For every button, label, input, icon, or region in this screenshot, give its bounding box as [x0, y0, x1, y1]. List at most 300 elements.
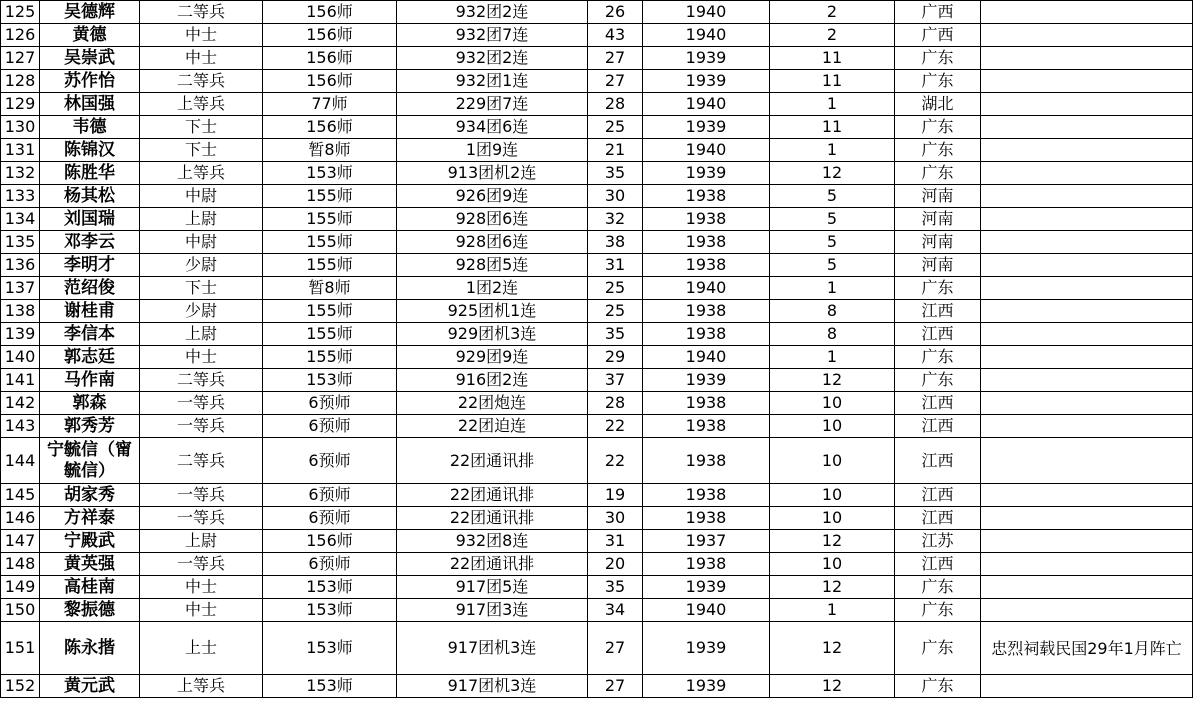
cell-age: 27	[588, 622, 643, 675]
cell-index: 128	[1, 70, 40, 93]
cell-province: 江西	[895, 553, 981, 576]
cell-name: 吴德辉	[40, 1, 140, 24]
cell-province: 广东	[895, 277, 981, 300]
cell-province: 广东	[895, 70, 981, 93]
cell-index: 141	[1, 369, 40, 392]
cell-unit: 917团3连	[397, 599, 588, 622]
cell-number: 12	[770, 675, 895, 698]
cell-index: 135	[1, 231, 40, 254]
cell-province: 河南	[895, 254, 981, 277]
cell-unit: 932团7连	[397, 24, 588, 47]
cell-index: 126	[1, 24, 40, 47]
cell-unit: 229团7连	[397, 93, 588, 116]
cell-division: 153师	[263, 369, 397, 392]
cell-year: 1939	[643, 622, 770, 675]
cell-note	[981, 277, 1193, 300]
cell-age: 38	[588, 231, 643, 254]
cell-unit: 22团通讯排	[397, 507, 588, 530]
cell-name: 高桂南	[40, 576, 140, 599]
cell-unit: 1团9连	[397, 139, 588, 162]
cell-note	[981, 116, 1193, 139]
cell-age: 22	[588, 415, 643, 438]
table-row	[1, 254, 1193, 277]
table-row	[1, 300, 1193, 323]
cell-note	[981, 139, 1193, 162]
cell-name: 李明才	[40, 254, 140, 277]
cell-rank: 中士	[140, 576, 263, 599]
cell-age: 28	[588, 392, 643, 415]
cell-name: 陈锦汉	[40, 139, 140, 162]
cell-rank: 一等兵	[140, 553, 263, 576]
table-row	[1, 346, 1193, 369]
table-row	[1, 369, 1193, 392]
cell-rank: 中尉	[140, 185, 263, 208]
cell-unit: 22团迫连	[397, 415, 588, 438]
cell-age: 27	[588, 675, 643, 698]
cell-number: 11	[770, 116, 895, 139]
cell-index: 152	[1, 675, 40, 698]
cell-province: 广东	[895, 139, 981, 162]
cell-division: 6预师	[263, 507, 397, 530]
cell-number: 10	[770, 507, 895, 530]
cell-number: 1	[770, 139, 895, 162]
cell-year: 1940	[643, 139, 770, 162]
table-row	[1, 116, 1193, 139]
cell-province: 广东	[895, 47, 981, 70]
cell-year: 1938	[643, 208, 770, 231]
cell-number: 10	[770, 415, 895, 438]
cell-index: 151	[1, 622, 40, 675]
cell-unit: 926团9连	[397, 185, 588, 208]
cell-rank: 上尉	[140, 323, 263, 346]
cell-division: 155师	[263, 254, 397, 277]
cell-name: 黄德	[40, 24, 140, 47]
cell-age: 21	[588, 139, 643, 162]
cell-age: 31	[588, 530, 643, 553]
cell-unit: 929团9连	[397, 346, 588, 369]
cell-number: 5	[770, 231, 895, 254]
cell-note	[981, 675, 1193, 698]
cell-note	[981, 484, 1193, 507]
cell-name: 韦德	[40, 116, 140, 139]
table-row	[1, 392, 1193, 415]
cell-index: 134	[1, 208, 40, 231]
cell-province: 江西	[895, 323, 981, 346]
cell-age: 25	[588, 277, 643, 300]
cell-year: 1940	[643, 93, 770, 116]
cell-unit: 917团5连	[397, 576, 588, 599]
cell-number: 5	[770, 254, 895, 277]
table-row	[1, 24, 1193, 47]
cell-age: 34	[588, 599, 643, 622]
cell-name: 郭志廷	[40, 346, 140, 369]
cell-rank: 中士	[140, 346, 263, 369]
cell-rank: 二等兵	[140, 438, 263, 484]
cell-division: 156师	[263, 1, 397, 24]
cell-division: 暂8师	[263, 277, 397, 300]
cell-note	[981, 208, 1193, 231]
cell-division: 156师	[263, 24, 397, 47]
cell-unit: 932团1连	[397, 70, 588, 93]
cell-name: 黄元武	[40, 675, 140, 698]
cell-year: 1939	[643, 116, 770, 139]
cell-index: 150	[1, 599, 40, 622]
cell-rank: 下士	[140, 139, 263, 162]
table-row	[1, 675, 1193, 698]
cell-division: 155师	[263, 208, 397, 231]
cell-rank: 一等兵	[140, 507, 263, 530]
table-row	[1, 599, 1193, 622]
cell-note	[981, 231, 1193, 254]
cell-province: 广东	[895, 576, 981, 599]
cell-division: 6预师	[263, 392, 397, 415]
cell-province: 广东	[895, 369, 981, 392]
cell-index: 142	[1, 392, 40, 415]
cell-name: 邓李云	[40, 231, 140, 254]
cell-unit: 916团2连	[397, 369, 588, 392]
cell-rank: 少尉	[140, 254, 263, 277]
table-row	[1, 185, 1193, 208]
cell-rank: 上尉	[140, 530, 263, 553]
cell-age: 27	[588, 47, 643, 70]
cell-year: 1937	[643, 530, 770, 553]
cell-year: 1940	[643, 277, 770, 300]
cell-division: 153师	[263, 576, 397, 599]
cell-number: 5	[770, 185, 895, 208]
cell-note: 忠烈祠载民国29年1月阵亡	[981, 622, 1193, 675]
cell-index: 125	[1, 1, 40, 24]
table-row	[1, 576, 1193, 599]
cell-unit: 925团机1连	[397, 300, 588, 323]
cell-age: 35	[588, 323, 643, 346]
cell-age: 31	[588, 254, 643, 277]
table-body	[1, 1, 1193, 698]
table-row	[1, 1, 1193, 24]
cell-number: 1	[770, 599, 895, 622]
cell-note	[981, 369, 1193, 392]
cell-number: 11	[770, 47, 895, 70]
cell-division: 153师	[263, 599, 397, 622]
cell-note	[981, 185, 1193, 208]
cell-year: 1940	[643, 346, 770, 369]
cell-name: 刘国瑞	[40, 208, 140, 231]
cell-note	[981, 530, 1193, 553]
cell-year: 1938	[643, 231, 770, 254]
cell-note	[981, 438, 1193, 484]
cell-number: 10	[770, 392, 895, 415]
cell-age: 28	[588, 93, 643, 116]
cell-year: 1939	[643, 162, 770, 185]
cell-year: 1938	[643, 185, 770, 208]
cell-division: 6预师	[263, 415, 397, 438]
cell-name: 吴崇武	[40, 47, 140, 70]
cell-rank: 二等兵	[140, 70, 263, 93]
cell-year: 1939	[643, 70, 770, 93]
cell-province: 广东	[895, 346, 981, 369]
cell-name: 郭秀芳	[40, 415, 140, 438]
cell-number: 1	[770, 346, 895, 369]
cell-unit: 928团5连	[397, 254, 588, 277]
cell-division: 155师	[263, 231, 397, 254]
cell-name: 陈胜华	[40, 162, 140, 185]
cell-division: 6预师	[263, 553, 397, 576]
cell-index: 138	[1, 300, 40, 323]
cell-name: 范绍俊	[40, 277, 140, 300]
cell-province: 河南	[895, 231, 981, 254]
cell-division: 156师	[263, 116, 397, 139]
cell-province: 江西	[895, 484, 981, 507]
cell-year: 1938	[643, 484, 770, 507]
cell-age: 26	[588, 1, 643, 24]
cell-province: 江苏	[895, 530, 981, 553]
cell-unit: 22团通讯排	[397, 438, 588, 484]
cell-province: 江西	[895, 415, 981, 438]
table-row	[1, 162, 1193, 185]
cell-age: 25	[588, 300, 643, 323]
table-row	[1, 277, 1193, 300]
cell-division: 暂8师	[263, 139, 397, 162]
cell-note	[981, 323, 1193, 346]
cell-province: 江西	[895, 300, 981, 323]
cell-name: 杨其松	[40, 185, 140, 208]
cell-name: 黄英强	[40, 553, 140, 576]
cell-index: 137	[1, 277, 40, 300]
cell-number: 8	[770, 323, 895, 346]
cell-index: 136	[1, 254, 40, 277]
cell-year: 1938	[643, 323, 770, 346]
table-row	[1, 484, 1193, 507]
cell-rank: 二等兵	[140, 1, 263, 24]
cell-note	[981, 599, 1193, 622]
cell-age: 32	[588, 208, 643, 231]
cell-note	[981, 415, 1193, 438]
cell-rank: 上士	[140, 622, 263, 675]
cell-rank: 一等兵	[140, 484, 263, 507]
cell-division: 77师	[263, 93, 397, 116]
cell-name: 宁殿武	[40, 530, 140, 553]
cell-number: 10	[770, 438, 895, 484]
cell-note	[981, 70, 1193, 93]
cell-index: 147	[1, 530, 40, 553]
cell-age: 30	[588, 507, 643, 530]
cell-index: 127	[1, 47, 40, 70]
cell-rank: 中士	[140, 24, 263, 47]
cell-province: 广东	[895, 675, 981, 698]
cell-unit: 1团2连	[397, 277, 588, 300]
cell-note	[981, 47, 1193, 70]
cell-name: 郭森	[40, 392, 140, 415]
cell-name: 苏作怡	[40, 70, 140, 93]
cell-age: 27	[588, 70, 643, 93]
cell-year: 1940	[643, 24, 770, 47]
cell-age: 22	[588, 438, 643, 484]
cell-note	[981, 93, 1193, 116]
cell-year: 1938	[643, 507, 770, 530]
cell-rank: 中士	[140, 599, 263, 622]
cell-number: 12	[770, 162, 895, 185]
table-row	[1, 553, 1193, 576]
cell-year: 1939	[643, 576, 770, 599]
cell-index: 130	[1, 116, 40, 139]
cell-province: 广西	[895, 1, 981, 24]
cell-rank: 少尉	[140, 300, 263, 323]
cell-division: 6预师	[263, 438, 397, 484]
cell-note	[981, 1, 1193, 24]
cell-age: 37	[588, 369, 643, 392]
cell-number: 12	[770, 530, 895, 553]
cell-division: 155师	[263, 323, 397, 346]
cell-rank: 一等兵	[140, 415, 263, 438]
cell-division: 155师	[263, 185, 397, 208]
cell-division: 156师	[263, 530, 397, 553]
cell-unit: 22团通讯排	[397, 553, 588, 576]
cell-year: 1938	[643, 415, 770, 438]
cell-year: 1940	[643, 599, 770, 622]
cell-index: 132	[1, 162, 40, 185]
cell-rank: 上等兵	[140, 675, 263, 698]
cell-index: 146	[1, 507, 40, 530]
cell-rank: 二等兵	[140, 369, 263, 392]
cell-number: 8	[770, 300, 895, 323]
cell-unit: 22团炮连	[397, 392, 588, 415]
cell-rank: 下士	[140, 277, 263, 300]
cell-rank: 下士	[140, 116, 263, 139]
cell-province: 河南	[895, 208, 981, 231]
cell-index: 148	[1, 553, 40, 576]
cell-unit: 928团6连	[397, 231, 588, 254]
cell-unit: 22团通讯排	[397, 484, 588, 507]
cell-number: 2	[770, 1, 895, 24]
cell-name: 宁毓信（甯毓信）	[40, 438, 140, 484]
cell-number: 11	[770, 70, 895, 93]
cell-province: 湖北	[895, 93, 981, 116]
cell-province: 广东	[895, 622, 981, 675]
cell-index: 131	[1, 139, 40, 162]
table-row	[1, 323, 1193, 346]
cell-year: 1940	[643, 1, 770, 24]
cell-unit: 929团机3连	[397, 323, 588, 346]
table-row	[1, 139, 1193, 162]
cell-name: 胡家秀	[40, 484, 140, 507]
cell-division: 153师	[263, 162, 397, 185]
cell-rank: 中尉	[140, 231, 263, 254]
cell-division: 156师	[263, 70, 397, 93]
cell-division: 155师	[263, 300, 397, 323]
cell-division: 153师	[263, 675, 397, 698]
cell-age: 19	[588, 484, 643, 507]
cell-name: 陈永揩	[40, 622, 140, 675]
cell-unit: 934团6连	[397, 116, 588, 139]
cell-age: 25	[588, 116, 643, 139]
table-row	[1, 47, 1193, 70]
cell-index: 140	[1, 346, 40, 369]
cell-number: 1	[770, 277, 895, 300]
cell-number: 2	[770, 24, 895, 47]
cell-note	[981, 507, 1193, 530]
table-row	[1, 438, 1193, 484]
cell-province: 江西	[895, 438, 981, 484]
cell-index: 129	[1, 93, 40, 116]
cell-unit: 932团2连	[397, 47, 588, 70]
cell-name: 谢桂甫	[40, 300, 140, 323]
cell-year: 1939	[643, 47, 770, 70]
cell-note	[981, 300, 1193, 323]
cell-note	[981, 254, 1193, 277]
cell-age: 20	[588, 553, 643, 576]
cell-note	[981, 576, 1193, 599]
table-row	[1, 415, 1193, 438]
cell-year: 1939	[643, 369, 770, 392]
cell-age: 29	[588, 346, 643, 369]
cell-note	[981, 346, 1193, 369]
cell-index: 143	[1, 415, 40, 438]
cell-province: 广西	[895, 24, 981, 47]
cell-note	[981, 392, 1193, 415]
table-row	[1, 622, 1193, 675]
cell-number: 12	[770, 576, 895, 599]
table-row	[1, 70, 1193, 93]
cell-division: 156师	[263, 47, 397, 70]
cell-name: 黎振德	[40, 599, 140, 622]
cell-rank: 上等兵	[140, 93, 263, 116]
cell-year: 1938	[643, 438, 770, 484]
cell-index: 139	[1, 323, 40, 346]
cell-age: 43	[588, 24, 643, 47]
cell-year: 1938	[643, 392, 770, 415]
cell-index: 144	[1, 438, 40, 484]
table-row	[1, 231, 1193, 254]
cell-number: 12	[770, 369, 895, 392]
cell-province: 江西	[895, 392, 981, 415]
cell-name: 林国强	[40, 93, 140, 116]
table-row	[1, 530, 1193, 553]
cell-year: 1938	[643, 254, 770, 277]
cell-note	[981, 553, 1193, 576]
cell-province: 广东	[895, 162, 981, 185]
cell-age: 30	[588, 185, 643, 208]
table-row	[1, 507, 1193, 530]
cell-unit: 928团6连	[397, 208, 588, 231]
cell-unit: 917团机3连	[397, 675, 588, 698]
table-row	[1, 93, 1193, 116]
cell-year: 1939	[643, 675, 770, 698]
cell-division: 6预师	[263, 484, 397, 507]
cell-unit: 913团机2连	[397, 162, 588, 185]
cell-index: 145	[1, 484, 40, 507]
cell-note	[981, 162, 1193, 185]
cell-year: 1938	[643, 300, 770, 323]
cell-name: 方祥泰	[40, 507, 140, 530]
cell-rank: 上等兵	[140, 162, 263, 185]
cell-age: 35	[588, 576, 643, 599]
cell-province: 河南	[895, 185, 981, 208]
cell-year: 1938	[643, 553, 770, 576]
cell-index: 149	[1, 576, 40, 599]
cell-name: 马作南	[40, 369, 140, 392]
cell-number: 10	[770, 553, 895, 576]
cell-rank: 一等兵	[140, 392, 263, 415]
cell-unit: 932团2连	[397, 1, 588, 24]
cell-province: 广东	[895, 116, 981, 139]
cell-division: 155师	[263, 346, 397, 369]
cell-note	[981, 24, 1193, 47]
cell-index: 133	[1, 185, 40, 208]
cell-number: 5	[770, 208, 895, 231]
cell-rank: 中士	[140, 47, 263, 70]
cell-number: 10	[770, 484, 895, 507]
cell-unit: 917团机3连	[397, 622, 588, 675]
cell-age: 35	[588, 162, 643, 185]
